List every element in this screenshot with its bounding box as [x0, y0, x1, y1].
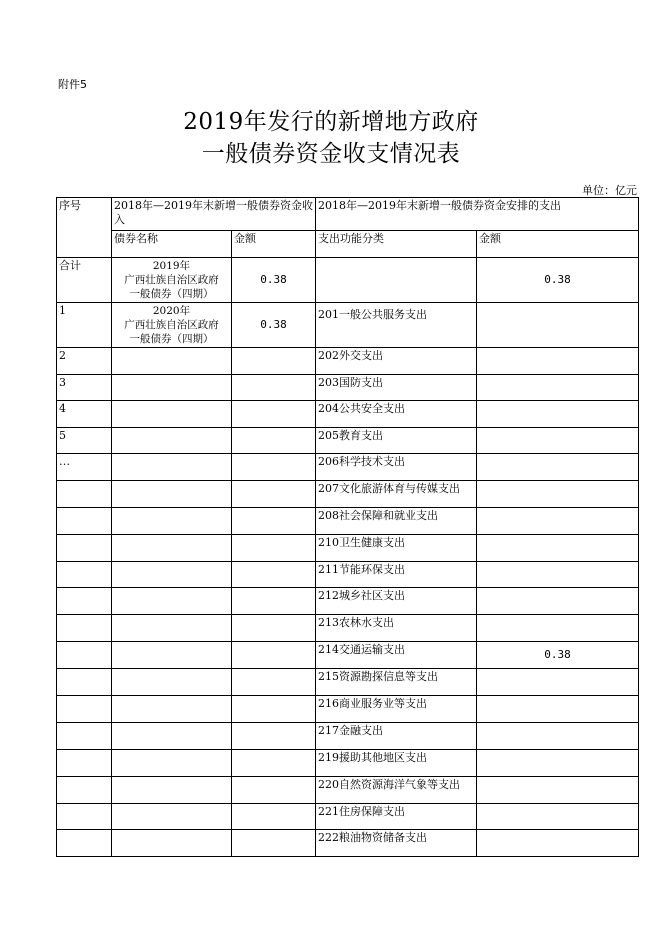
row-bond-name [112, 428, 232, 454]
row-amount [232, 401, 316, 428]
row-bond-name [112, 723, 232, 750]
row-amount2 [477, 669, 639, 696]
header-expense-group: 2018年—2019年末新增一般债券资金安排的支出 [316, 198, 639, 231]
header-row-1 [57, 198, 639, 231]
row-amount [232, 723, 316, 750]
table-row [57, 454, 639, 481]
table-row [57, 777, 639, 804]
row-function-class [316, 258, 477, 303]
row-seq: 1 [57, 303, 112, 348]
bond-name-line: 广西壮族自治区政府 [124, 319, 219, 331]
table-row [57, 508, 639, 535]
row-seq [57, 615, 112, 642]
row-seq: 5 [57, 428, 112, 454]
row-function-class: 208社会保障和就业支出 [316, 508, 477, 535]
row-amount [232, 642, 316, 669]
attachment-label: 附件5 [58, 78, 87, 91]
row-function-class: 205教育支出 [316, 428, 477, 454]
table-row [57, 642, 639, 669]
row-amount2 [477, 535, 639, 562]
row-bond-name [112, 696, 232, 723]
row-amount [232, 750, 316, 777]
row-seq [57, 481, 112, 508]
table-row [57, 723, 639, 750]
unit-label: 单位：亿元 [582, 184, 637, 197]
bond-name-line: 2019年 [152, 260, 191, 272]
row-bond-name [112, 348, 232, 375]
row-function-class: 214交通运输支出 [316, 642, 477, 669]
row-amount2 [477, 454, 639, 481]
row-seq [57, 750, 112, 777]
bond-name-line: 一般债券（四期） [129, 288, 214, 300]
row-amount [232, 454, 316, 481]
row-amount2 [477, 508, 639, 535]
row-amount [232, 375, 316, 401]
table-row [57, 669, 639, 696]
bond-name-line: 一般债券（四期） [129, 333, 214, 345]
row-function-class: 216商业服务业等支出 [316, 696, 477, 723]
row-seq [57, 804, 112, 830]
row-amount2 [477, 428, 639, 454]
header-row-2 [57, 231, 639, 258]
row-function-class: 221住房保障支出 [316, 804, 477, 830]
row-function-class: 215资源勘探信息等支出 [316, 669, 477, 696]
row-function-class: 202外交支出 [316, 348, 477, 375]
header-amount2: 金额 [477, 231, 639, 258]
bond-name-line: 2020年 [152, 305, 191, 317]
row-amount2: 0.38 [477, 258, 639, 303]
row-seq [57, 830, 112, 857]
row-amount2 [477, 750, 639, 777]
table-row [57, 303, 639, 348]
row-amount2: 0.38 [477, 642, 639, 669]
table-row [57, 830, 639, 857]
row-amount [232, 562, 316, 588]
header-bond-name: 债券名称 [112, 231, 232, 258]
table-row [57, 696, 639, 723]
row-amount: 0.38 [232, 258, 316, 303]
row-bond-name [112, 588, 232, 615]
table-row [57, 804, 639, 830]
row-amount [232, 508, 316, 535]
row-amount [232, 830, 316, 857]
row-function-class: 207文化旅游体育与传媒支出 [316, 481, 477, 508]
debt-fund-table [56, 197, 639, 857]
row-bond-name [112, 669, 232, 696]
row-bond-name [112, 258, 232, 303]
table-row [57, 750, 639, 777]
row-bond-name [112, 508, 232, 535]
row-seq: 3 [57, 375, 112, 401]
table-row [57, 615, 639, 642]
row-bond-name [112, 375, 232, 401]
row-amount2 [477, 348, 639, 375]
row-amount2 [477, 588, 639, 615]
row-seq: 合计 [57, 258, 112, 303]
row-function-class: 220自然资源海洋气象等支出 [316, 777, 477, 804]
row-amount [232, 535, 316, 562]
row-function-class: 204公共安全支出 [316, 401, 477, 428]
row-seq [57, 535, 112, 562]
row-amount [232, 348, 316, 375]
table-row [57, 428, 639, 454]
row-bond-name [112, 777, 232, 804]
row-amount2 [477, 562, 639, 588]
row-amount2 [477, 615, 639, 642]
table-row [57, 348, 639, 375]
row-bond-name [112, 535, 232, 562]
page-title-line1: 2019年发行的新增地方政府 [183, 109, 479, 135]
row-seq [57, 777, 112, 804]
row-function-class: 206科学技术支出 [316, 454, 477, 481]
row-amount [232, 696, 316, 723]
row-function-class: 217金融支出 [316, 723, 477, 750]
row-amount2 [477, 303, 639, 348]
header-amount: 金额 [232, 231, 316, 258]
row-amount2 [477, 804, 639, 830]
row-seq [57, 669, 112, 696]
table-row [57, 481, 639, 508]
row-bond-name [112, 615, 232, 642]
table-row [57, 375, 639, 401]
table-row [57, 535, 639, 562]
header-function-class: 支出功能分类 [316, 231, 477, 258]
header-income-group: 2018年—2019年末新增一般债券资金收入 [112, 198, 316, 231]
row-amount2 [477, 375, 639, 401]
row-bond-name [112, 303, 232, 348]
row-amount [232, 588, 316, 615]
row-seq [57, 642, 112, 669]
row-bond-name [112, 562, 232, 588]
table-row [57, 401, 639, 428]
row-amount [232, 804, 316, 830]
row-amount [232, 615, 316, 642]
row-amount [232, 481, 316, 508]
row-seq [57, 696, 112, 723]
row-function-class: 222粮油物资储备支出 [316, 830, 477, 857]
row-bond-name [112, 481, 232, 508]
row-amount2 [477, 777, 639, 804]
row-amount [232, 669, 316, 696]
row-seq [57, 508, 112, 535]
row-amount2 [477, 723, 639, 750]
row-amount2 [477, 481, 639, 508]
row-function-class: 211节能环保支出 [316, 562, 477, 588]
row-seq: 4 [57, 401, 112, 428]
row-amount [232, 428, 316, 454]
row-amount2 [477, 696, 639, 723]
row-function-class: 201一般公共服务支出 [316, 303, 477, 348]
page-title-line2: 一般债券资金收支情况表 [201, 141, 461, 167]
row-seq [57, 562, 112, 588]
row-seq: 2 [57, 348, 112, 375]
table-row [57, 562, 639, 588]
row-bond-name [112, 830, 232, 857]
row-bond-name [112, 642, 232, 669]
row-function-class: 203国防支出 [316, 375, 477, 401]
row-amount2 [477, 830, 639, 857]
row-bond-name [112, 401, 232, 428]
row-amount2 [477, 401, 639, 428]
row-function-class: 212城乡社区支出 [316, 588, 477, 615]
row-seq [57, 588, 112, 615]
row-seq [57, 723, 112, 750]
row-bond-name [112, 804, 232, 830]
row-bond-name [112, 750, 232, 777]
header-seq: 序号 [57, 198, 112, 258]
row-seq: … [57, 454, 112, 481]
bond-name-line: 广西壮族自治区政府 [124, 274, 219, 286]
table-row [57, 588, 639, 615]
row-bond-name [112, 454, 232, 481]
table-row [57, 258, 639, 303]
row-amount [232, 777, 316, 804]
row-function-class: 210卫生健康支出 [316, 535, 477, 562]
row-function-class: 213农林水支出 [316, 615, 477, 642]
row-amount: 0.38 [232, 303, 316, 348]
row-function-class: 219援助其他地区支出 [316, 750, 477, 777]
